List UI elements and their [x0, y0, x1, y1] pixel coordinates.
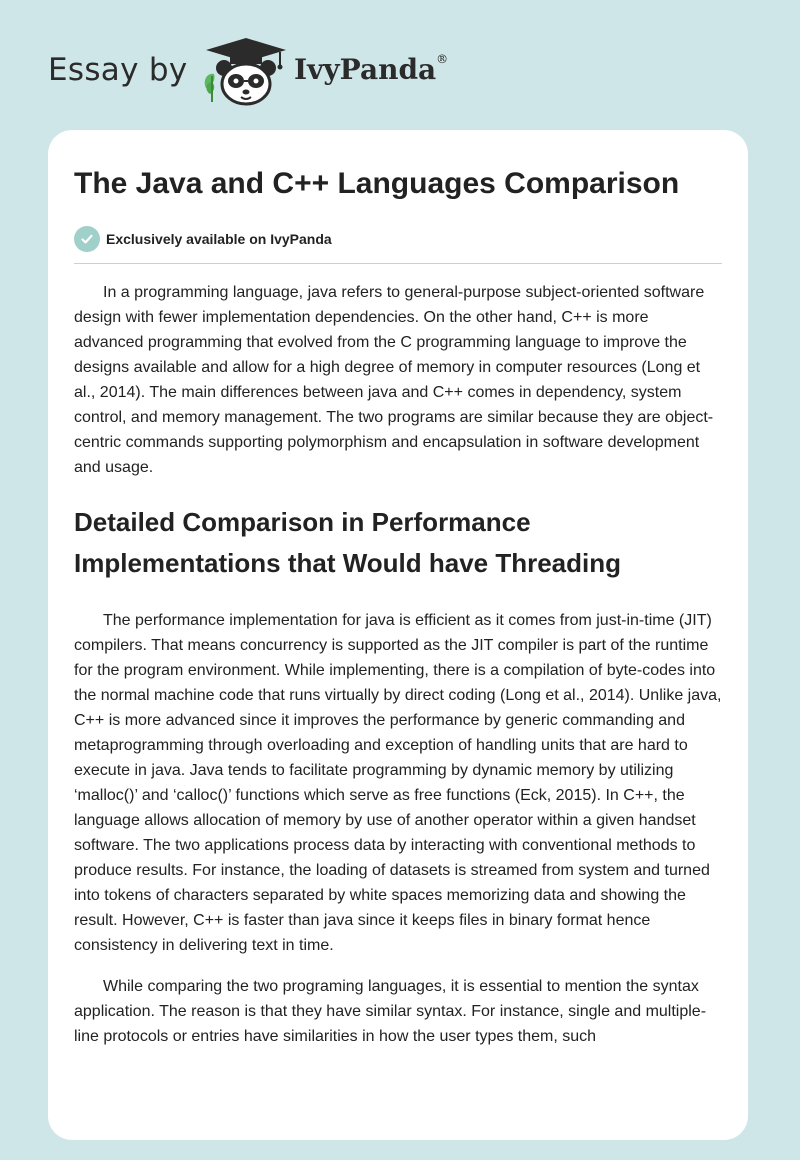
exclusive-badge	[74, 225, 722, 253]
essay-card	[48, 130, 748, 1140]
essay-content	[74, 163, 722, 1049]
paragraph-performance: The performance implementation for java is efficient as it comes from just-in-time (JIT) compilers. That means concurrency is supported as the JIT compiler is part of the runtime for the program environment. While implementing, there is a compilation of byte-codes into the normal machine code that runs virtually by direct coding (Long et al., 2014). Unlike java, C++ is more advanced since it improves the performance by generic commanding and metaprogramming through overloading and exception of handling units that are hard to execute in java. Java tends to facilitate programming by dynamic memory by utilizing ‘malloc()’ and ‘calloc()’ functions which serve as free functions (Eck, 2015). In C++, the language allows allocation of memory by use of another operator within a given handset software. The two applications process data by interacting with conventional methods to produce results. For instance, the loading of datasets is streamed from system and turned into tokens of characters separated by white spaces memorizing data and showing the result. However, C++ is faster than java since it keeps files in binary format hence consistency in delivering text in time.	[74, 612, 722, 954]
essay-by-label: Essay by	[48, 52, 188, 88]
panda-logo-icon[interactable]	[200, 36, 292, 108]
divider	[74, 263, 722, 264]
brand-text: IvyPanda	[294, 53, 437, 86]
paragraph-intro: In a programming language, java refers to general-purpose subject-oriented software design with fewer implementation dependencies. On the other hand, C++ is more advanced programming that evolved from the C programming language to improve the designs available and allow for a high degree of memory in computer resources (Long et al., 2014). The main differences between java and C++ comes in dependency, system control, and memory management. The two programs are similar because they are object-centric commands supporting polymorphism and encapsulation in software development and usage.	[74, 284, 714, 476]
paragraph-syntax: While comparing the two programing languages, it is essential to mention the syntax application. The reason is that they have similar syntax. For instance, single and multiple-line protocols or entries have similarities in how the user types them, such	[74, 978, 707, 1045]
badge-label: Exclusively available on IvyPanda	[106, 231, 332, 247]
site-header	[48, 36, 508, 106]
section-heading: Detailed Comparison in Performance Implementations that Would have Threading	[74, 507, 622, 578]
registered-mark: ®	[436, 51, 449, 66]
brand-name[interactable]	[294, 53, 448, 86]
page-title: The Java and C++ Languages Comparison	[74, 167, 680, 200]
check-icon	[74, 226, 100, 252]
